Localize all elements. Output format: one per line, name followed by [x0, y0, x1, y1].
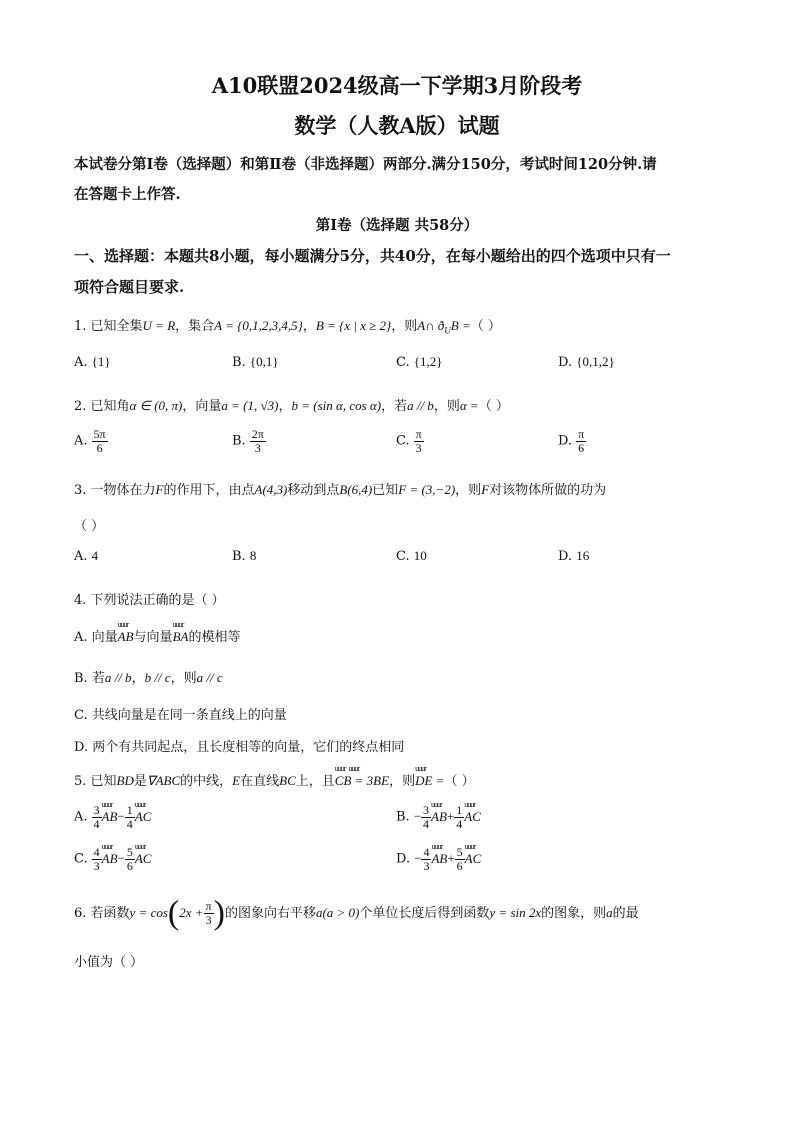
vector-label: AB [117, 629, 134, 644]
q5-answer-blank: （ ） [444, 774, 475, 789]
q6-target-function: y = sin 2x [489, 905, 542, 920]
q3-point-a: A(4,3) [254, 482, 288, 497]
q4b-text-pre: B. 若 [74, 671, 105, 686]
numerator: π [415, 427, 422, 441]
option-label: A. [74, 549, 88, 564]
fraction [125, 804, 135, 830]
q5-option-d [396, 841, 482, 873]
denominator: 6 [96, 440, 103, 455]
q1-option-c [396, 354, 443, 370]
q2-option-b [232, 428, 266, 454]
q5-text-3: 在直线 [240, 774, 280, 789]
q1-answer-blank: （ ） [470, 319, 501, 334]
denominator: 3 [205, 913, 212, 927]
fraction [92, 846, 102, 872]
q3-text-d: 已知 [372, 483, 399, 498]
q2-option-c [396, 428, 424, 454]
denominator: 3 [415, 440, 422, 455]
option-label: A. [74, 433, 88, 449]
right-paren: ) [213, 894, 225, 932]
vector-label: AB [101, 850, 118, 866]
option-label: D. [558, 433, 573, 449]
option-text: {0,1,2} [576, 354, 615, 369]
vector: uuur AB [431, 799, 447, 824]
fraction [576, 428, 586, 454]
q3-answer-blank: （ ） [74, 519, 105, 534]
numerator: 3 [93, 803, 100, 817]
q5-option-a [74, 799, 152, 831]
numerator: 1 [126, 803, 133, 817]
q4-option-c: C. 共线向量是在同一条直线上的向量 [74, 708, 287, 723]
intro-line-1: 本试卷分第Ⅰ卷（选择题）和第Ⅱ卷（非选择题）两部分.满分150分，考试时间120分钟.请 [74, 156, 657, 173]
operator: − [117, 850, 125, 866]
option-text: 4 [91, 548, 99, 563]
q1-prefix: 1. 已知全集 [74, 319, 143, 334]
q5-line-bc: BC [279, 773, 296, 788]
q5-triangle: ∇ABC [146, 773, 181, 788]
q1-subscript: U [444, 325, 451, 336]
fraction [414, 428, 424, 454]
q4b-expr-3: a // c [196, 670, 223, 685]
q4b-expr-1: a // b [104, 670, 132, 685]
option-text: 8 [249, 548, 257, 563]
q2-prefix: 2. 已知角 [74, 399, 130, 414]
q1-ask: ，则 [391, 319, 418, 334]
denominator: 3 [254, 440, 261, 455]
q5-option-c [74, 841, 152, 873]
option-label: D. [558, 549, 573, 564]
q5-ask: uuur DE = [415, 764, 445, 788]
exam-title: A10联盟2024级高一下学期3月阶段考 [211, 73, 583, 98]
option-text: 10 [413, 548, 427, 563]
q4-option-d: D. 两个有共同起点，且长度相等的向量，它们的终点相同 [74, 740, 405, 755]
q2-text-3: ，若 [381, 399, 408, 414]
fraction [204, 900, 214, 926]
q4b-then: ，则 [170, 671, 197, 686]
fraction [421, 804, 431, 830]
q1-set-a: A = {0,1,2,3,4,5} [214, 318, 303, 333]
option-label: B. [232, 549, 246, 564]
q2-answer-blank: （ ） [478, 399, 509, 414]
denominator: 6 [126, 858, 133, 873]
numerator: 2π [251, 427, 264, 441]
q6-shift: a [315, 905, 323, 920]
option-text: {1,2} [413, 354, 443, 369]
fraction [250, 428, 266, 454]
option-label: A. [74, 809, 88, 825]
question-5-stem [74, 764, 475, 789]
vector: uuur AC [464, 799, 481, 824]
vector-label: BA [172, 629, 189, 644]
question-2-stem [74, 395, 509, 414]
option-label: B. [232, 433, 246, 449]
q1-universal-set: U = R [142, 318, 176, 333]
vector-label: AC [134, 850, 152, 866]
q1-expression: A∩ ð [417, 318, 445, 333]
section-title: 第Ⅰ卷（选择题 共58分） [315, 217, 479, 234]
option-label: C. [396, 433, 410, 449]
q6-inner: 2x + [179, 905, 204, 920]
vector: uuur AC [464, 841, 482, 866]
vector-label: AB [101, 808, 118, 824]
option-label: B. [232, 355, 246, 370]
q3-point-b: B(6,4) [339, 482, 373, 497]
fraction [455, 846, 465, 872]
q5-text-2: 的中线， [180, 774, 233, 789]
q5-text-5: ，则 [389, 774, 416, 789]
question-4-stem: 4. 下列说法正确的是（ ） [74, 593, 225, 608]
q6-text-2: 个单位长度后得到函数 [359, 906, 490, 921]
q3-force-2: F [481, 482, 490, 497]
q6-condition: (a > 0) [322, 905, 360, 920]
fraction [454, 804, 464, 830]
q2-option-a [74, 428, 108, 454]
vector: uuur AB [101, 799, 118, 824]
q1-set-label: ，集合 [175, 319, 215, 334]
operator: − [117, 808, 125, 824]
q5-text-4: 上，且 [295, 774, 335, 789]
operator: + [447, 850, 455, 866]
fraction [92, 428, 108, 454]
q5-option-b [396, 799, 481, 831]
denominator: 4 [456, 816, 463, 831]
q3-force-value: F = (3,−2) [398, 482, 456, 497]
q2-text-4: ，则 [433, 399, 460, 414]
exam-subtitle: 数学（人教A版）试题 [294, 113, 500, 138]
q6-text-3: 的图象，则 [541, 906, 607, 921]
numerator: 5π [93, 427, 106, 441]
denominator: 4 [93, 816, 100, 831]
q3-text-a: 3. 一物体在力 [74, 483, 156, 498]
question-6-stem [74, 893, 639, 934]
numerator: π [205, 899, 212, 914]
vector: uuur AB [431, 841, 448, 866]
q2-vector-a: a = (1, √3) [221, 398, 279, 413]
q2-text-1: ，向量 [182, 399, 222, 414]
fraction [125, 846, 135, 872]
option-label: D. [396, 851, 411, 867]
q3-force: F [155, 482, 164, 497]
q1-expression-2: B = [450, 318, 471, 333]
sign: − [414, 850, 422, 866]
q5-point-e: E [232, 773, 241, 788]
denominator: 4 [423, 816, 430, 831]
q6-text-1: 的图象向右平移 [224, 906, 316, 921]
denominator: 6 [456, 858, 463, 873]
vector-ba: uuur BA [172, 620, 189, 644]
q2-text-2: ， [278, 399, 292, 414]
left-paren: ( [167, 894, 180, 932]
q2-alpha-range: α ∈ (0, π) [129, 398, 183, 413]
q2-option-d [558, 428, 586, 454]
q6-text-4: 的最 [612, 906, 639, 921]
q4-option-b [74, 667, 223, 686]
option-text: {0,1} [249, 354, 279, 369]
q2-vector-b: b = (sin α, cos α) [291, 398, 382, 413]
denominator: 3 [423, 858, 430, 873]
intro-line-2: 在答题卡上作答. [74, 186, 181, 203]
q5-condition: uuur uuur CB = 3BE [334, 764, 390, 788]
q5-ask-text: DE = [415, 773, 445, 788]
vector-label: AB [431, 808, 447, 824]
q3-option-a [74, 548, 98, 564]
numerator: 1 [456, 803, 463, 817]
q3-option-c [396, 548, 427, 564]
q2-condition: a // b [407, 398, 434, 413]
section-heading-line-2: 项符合题目要求. [74, 278, 185, 296]
option-label: B. [396, 809, 410, 825]
q5-text-1: 是 [133, 774, 147, 789]
q4b-comma: ， [131, 671, 145, 686]
numerator: 4 [423, 845, 430, 859]
option-label: C. [396, 355, 410, 370]
q6-prefix: 6. 若函数 [74, 906, 130, 921]
q5-prefix: 5. 已知 [74, 774, 117, 789]
denominator: 6 [578, 440, 585, 455]
q6-function: y = cos [129, 905, 168, 920]
q1-set-b: B = {x | x ≥ 2} [315, 318, 392, 333]
q1-comma: ， [302, 319, 316, 334]
operator: + [446, 808, 455, 824]
vector-label: AC [134, 808, 152, 824]
q5-segment-bd: BD [116, 773, 134, 788]
q3-option-b [232, 548, 256, 564]
option-label: C. [396, 549, 410, 564]
sign: − [413, 808, 422, 824]
numerator: 3 [423, 803, 430, 817]
fraction [92, 804, 102, 830]
denominator: 4 [126, 816, 133, 831]
q5-condition-text: CB = 3BE [334, 773, 390, 788]
numerator: 5 [456, 845, 463, 859]
q6-line-2: 小值为（ ） [74, 955, 144, 970]
q3-text-c: 移动到点 [287, 483, 340, 498]
vector-label: AC [464, 808, 481, 824]
denominator: 3 [93, 858, 100, 873]
q4a-text-mid: 与向量 [133, 630, 173, 645]
vector-label: AC [464, 850, 482, 866]
q1-option-b [232, 354, 279, 370]
q2-ask: α = [459, 398, 479, 413]
q3-option-d [558, 548, 589, 564]
vector: uuur AC [134, 799, 152, 824]
q3-text-f: 对该物体所做的功为 [489, 483, 607, 498]
vector-ab: uuur AB [117, 620, 134, 644]
option-label: D. [558, 355, 573, 370]
vector-label: AB [431, 850, 448, 866]
question-1-stem [74, 315, 501, 336]
option-label: A. [74, 355, 88, 370]
option-text: 16 [576, 548, 590, 563]
fraction [421, 846, 431, 872]
q1-option-a [74, 354, 111, 370]
option-label: C. [74, 851, 88, 867]
question-3-stem [74, 479, 606, 498]
numerator: 5 [126, 845, 133, 859]
q6-shift-2: a [606, 905, 613, 920]
q4a-text-pre: A. 向量 [74, 630, 118, 645]
q4b-expr-2: b // c [144, 670, 171, 685]
q4-option-a [74, 620, 241, 645]
option-text: {1} [91, 354, 111, 369]
q3-text-b: 的作用下，由点 [163, 483, 255, 498]
q3-text-e: ，则 [455, 483, 482, 498]
numerator: 4 [93, 845, 100, 859]
section-heading-line-1: 一、选择题：本题共8小题，每小题满分5分，共40分，在每小题给出的四个选项中只有一 [74, 247, 671, 265]
vector: uuur AB [101, 841, 118, 866]
vector: uuur AC [134, 841, 152, 866]
q4a-text-post: 的模相等 [188, 630, 241, 645]
q1-option-d [558, 354, 615, 370]
numerator: π [578, 427, 585, 441]
